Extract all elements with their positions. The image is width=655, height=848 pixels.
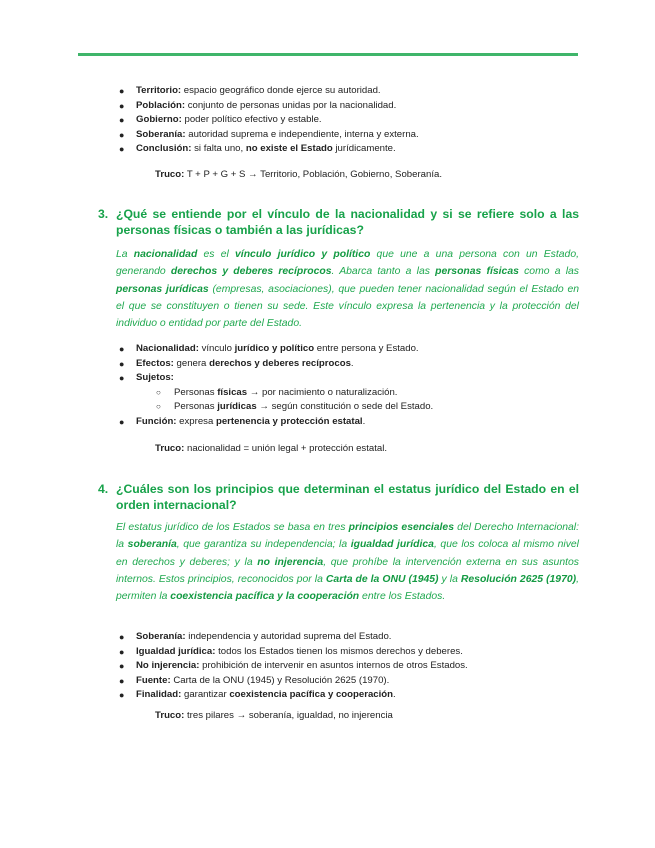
bullet-icon: ● (119, 675, 125, 686)
list-item: ● Función: expresa pertenencia y protección estatal. (136, 415, 433, 430)
header-rule (78, 53, 578, 56)
list-item: ● Soberanía: autoridad suprema e independiente, interna y externa. (136, 128, 419, 143)
bullet-icon: ● (119, 115, 125, 125)
truco-note-1: Truco: T + P + G + S → Territorio, Población, Gobierno, Soberanía. (155, 169, 442, 180)
list-item: ● Territorio: espacio geográfico donde ejerce su autoridad. (136, 84, 419, 99)
question-3-bullets (119, 342, 434, 429)
truco-note-4: Truco: tres pilares → soberanía, igualdad, no injerencia (155, 710, 393, 721)
list-item: ● Gobierno: poder político efectivo y estable. (136, 113, 419, 128)
list-item: ● Igualdad jurídica: todos los Estados tienen los mismos derechos y deberes. (136, 645, 468, 660)
list-item: ● Población: conjunto de personas unidas por la nacionalidad. (136, 99, 419, 114)
truco-note-3: Truco: nacionalidad = unión legal + protección estatal. (155, 443, 388, 454)
bullet-icon: ● (119, 344, 125, 354)
state-elements-list (119, 84, 419, 157)
list-item: ● Soberanía: independencia y autoridad suprema del Estado. (136, 630, 468, 645)
sub-list-item: ○ Personas jurídicas → según constitución o sede del Estado. (136, 400, 433, 415)
bullet-icon: ● (119, 416, 125, 427)
list-item: ● Efectos: genera derechos y deberes recíprocos. (136, 357, 433, 372)
question-3-number: 3. (98, 207, 109, 221)
list-item: ● Sujetos: (136, 371, 433, 386)
bullet-icon: ● (119, 690, 125, 700)
question-4-number: 4. (98, 482, 109, 496)
bullet-icon: ● (119, 129, 125, 140)
bullet-icon: ● (119, 144, 125, 154)
circle-bullet-icon: ○ (156, 387, 161, 397)
list-item: ● No injerencia: prohibición de intervenir en asuntos internos de otros Estados. (136, 659, 468, 674)
circle-bullet-icon: ○ (156, 402, 161, 411)
list-item: ● Fuente: Carta de la ONU (1945) y Resolución 2625 (1970). (136, 674, 468, 689)
question-4-bullets (119, 630, 468, 703)
list-item: ● Nacionalidad: vínculo jurídico y político entre persona y Estado. (136, 342, 433, 357)
list-item: ● Finalidad: garantizar coexistencia pacífica y cooperación. (136, 688, 468, 703)
bullet-icon: ● (119, 646, 125, 657)
question-3-answer: La nacionalidad es el vínculo jurídico y político que une a una persona con un Estado, generando derechos y deberes recíprocos. Abarca tanto a las personas físicas como a las personas jurídicas (empresas, asociaciones), que pueden tener nacionalidad según el Estado en el que se constituyen o tienen su sede. Este vínculo expresa la pertenencia y la protección del individuo o entidad por parte del Estado. (116, 249, 580, 330)
bullet-icon: ● (119, 373, 125, 383)
question-3-heading: ¿Qué se entiende por el vínculo de la nacionalidad y si se refiere solo a las personas físicas o también a las jurídicas? (116, 207, 579, 237)
sub-list-item: ○ Personas físicas → por nacimiento o naturalización. (136, 386, 433, 401)
question-4-answer: El estatus jurídico de los Estados se basa en tres principios esenciales del Derecho Internacional: la soberanía, que garantiza su independencia; la igualdad jurídica, que los coloca al mismo nivel en derechos y deberes; y la no injerencia, que prohíbe la intervención externa en sus asuntos internos. Estos principios, reconocidos por la Carta de la ONU (1945) y la Resolución 2625 (1970), permiten la coexistencia pacífica y la cooperación entre los Estados. (116, 522, 580, 603)
bullet-icon: ● (119, 100, 125, 111)
bullet-icon: ● (119, 86, 125, 96)
question-4-heading: ¿Cuáles son los principios que determinan el estatus jurídico del Estado en el orden internacional? (116, 482, 579, 512)
bullet-icon: ● (119, 661, 125, 671)
bullet-icon: ● (119, 358, 125, 369)
list-item: ● Conclusión: si falta uno, no existe el Estado jurídicamente. (136, 142, 419, 157)
bullet-icon: ● (119, 632, 125, 642)
